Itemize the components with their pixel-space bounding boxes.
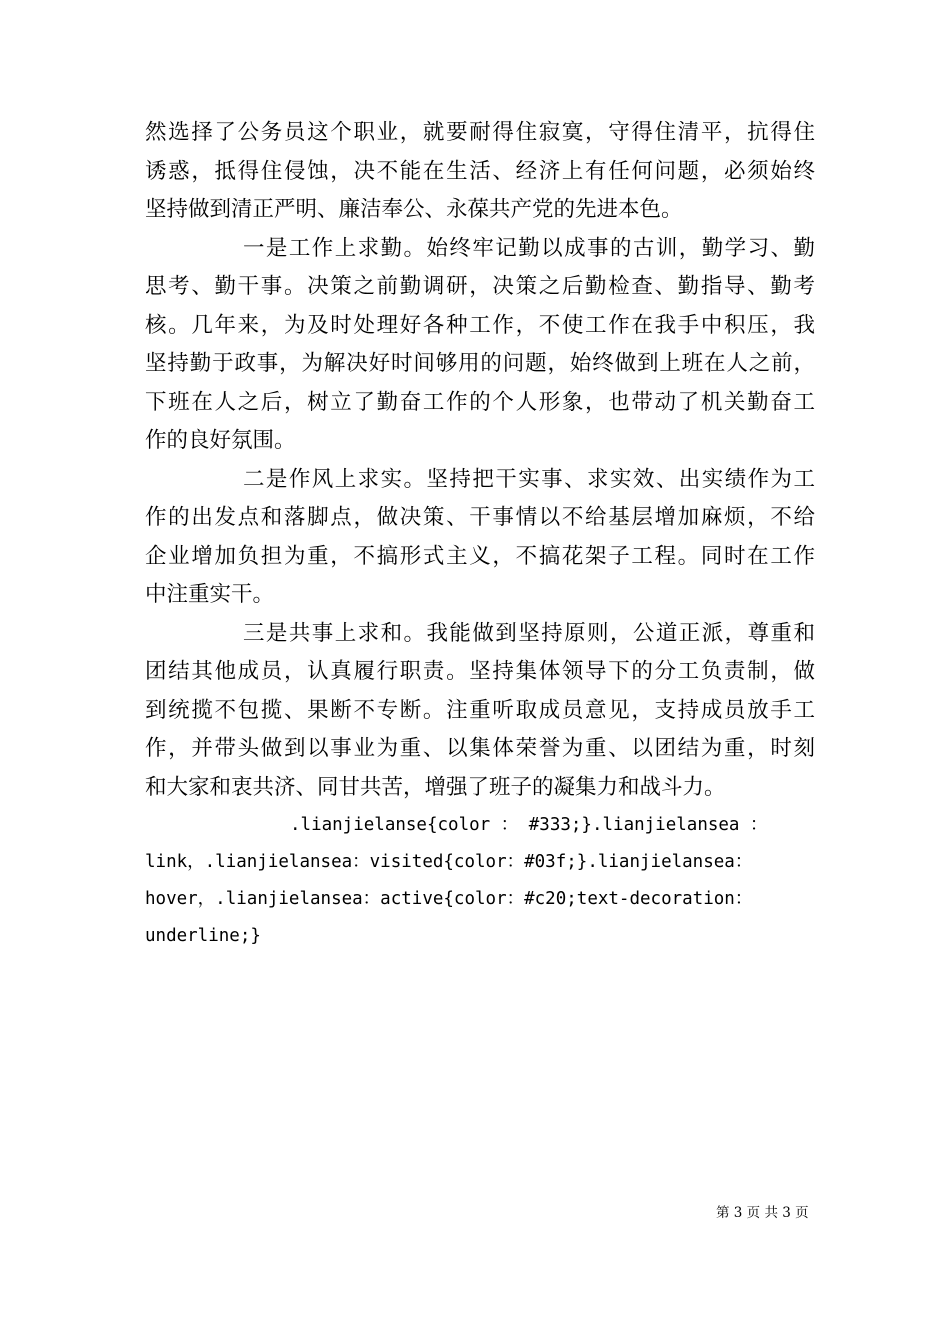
code-line: link，.lianjielansea：visited{color：#03f;}.lianjielansea： <box>145 852 753 872</box>
text-line: 作的出发点和落脚点，做决策、干事情以不给基层增加麻烦，不给 <box>145 505 815 530</box>
code-line: underline;} <box>145 926 261 946</box>
text-line: 坚持勤于政事，为解决好时间够用的问题，始终做到上班在人之前， <box>145 351 815 376</box>
css-snippet <box>145 807 815 955</box>
page-number: 第 3 页 共 3 页 <box>716 1205 809 1221</box>
document-body <box>145 114 815 955</box>
paragraph-work-diligence <box>145 230 815 461</box>
code-line: hover，.lianjielansea：active{color：#c20;text-decoration： <box>145 889 753 909</box>
text-line: 作的良好氛围。 <box>145 428 296 453</box>
text-line: 团结其他成员，认真履行职责。坚持集体领导下的分工负责制，做 <box>145 659 815 684</box>
text-line: 三是共事上求和。我能做到坚持原则，公道正派，尊重和 <box>243 620 815 646</box>
text-line: 核。几年来，为及时处理好各种工作，不使工作在我手中积压，我 <box>145 312 815 338</box>
text-line: 坚持做到清正严明、廉洁奉公、永葆共产党的先进本色。 <box>145 197 683 222</box>
paragraph-harmony <box>145 615 815 808</box>
text-line: 然选择了公务员这个职业，就要耐得住寂寞，守得住清平，抗得住 <box>145 120 815 145</box>
text-line: 作，并带头做到以事业为重、以集体荣誉为重、以团结为重，时刻 <box>145 736 815 761</box>
paragraph-work-style <box>145 461 815 615</box>
text-line: 二是作风上求实。坚持把干实事、求实效、出实绩作为工 <box>243 466 815 492</box>
text-line: 到统揽不包揽、果断不专断。注重听取成员意见，支持成员放手工 <box>145 697 815 723</box>
text-line: 和大家和衷共济、同甘共苦，增强了班子的凝集力和战斗力。 <box>145 774 726 800</box>
text-line: 诱惑，抵得住侵蚀，决不能在生活、经济上有任何问题，必须始终 <box>145 158 815 184</box>
text-line: 一是工作上求勤。始终牢记勤以成事的古训，勤学习、勤 <box>243 235 815 261</box>
text-line: 思考、勤干事。决策之前勤调研，决策之后勤检查、勤指导、勤考 <box>145 274 815 299</box>
code-line: .lianjielanse{color ： #333;}.lianjielansea ： <box>290 815 768 835</box>
text-line: 企业增加负担为重，不搞形式主义，不搞花架子工程。同时在工作 <box>145 543 815 569</box>
text-line: 下班在人之后，树立了勤奋工作的个人形象，也带动了机关勤奋工 <box>145 389 815 415</box>
text-line: 中注重实干。 <box>145 582 275 607</box>
paragraph-continuation <box>145 114 815 230</box>
